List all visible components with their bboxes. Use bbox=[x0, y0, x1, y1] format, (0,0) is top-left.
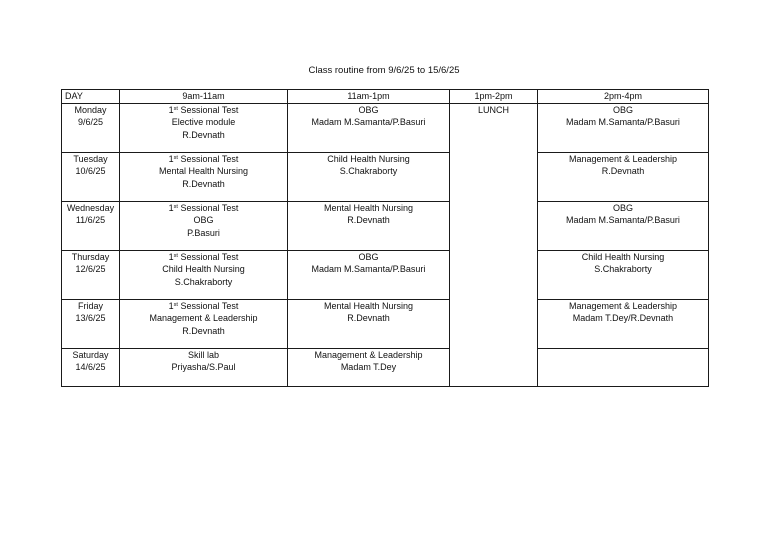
slot-9am-11am bbox=[120, 300, 288, 349]
slot-2pm-4pm bbox=[538, 104, 709, 153]
teacher: Madam T.Dey bbox=[340, 362, 397, 373]
subject: OBG bbox=[193, 215, 214, 226]
slot-2pm-4pm bbox=[538, 251, 709, 300]
table-row bbox=[62, 202, 709, 251]
teacher: Madam M.Samanta/P.Basuri bbox=[566, 215, 680, 226]
day-name: Tuesday bbox=[73, 154, 108, 164]
slot-9am-11am bbox=[120, 153, 288, 202]
slot-11am-1pm bbox=[288, 251, 450, 300]
subject: Child Health Nursing bbox=[162, 264, 245, 275]
session-label: 1st Sessional Test bbox=[168, 105, 239, 115]
session-label: 1st Sessional Test bbox=[168, 203, 239, 213]
routine-title: Class routine from 9/6/25 to 15/6/25 bbox=[308, 65, 460, 76]
day-name: Saturday bbox=[72, 350, 109, 360]
routine-table bbox=[61, 89, 709, 387]
table-row bbox=[62, 104, 709, 153]
teacher: R.Devnath bbox=[347, 215, 390, 226]
subject: Mental Health Nursing bbox=[158, 166, 249, 177]
session-label: 1st Sessional Test bbox=[168, 154, 239, 164]
teacher: R.Devnath bbox=[182, 325, 225, 336]
slot-11am-1pm bbox=[288, 300, 450, 349]
teacher: Priyasha/S.Paul bbox=[171, 362, 236, 373]
slot-9am-11am bbox=[120, 202, 288, 251]
teacher: Madam M.Samanta/P.Basuri bbox=[311, 264, 426, 275]
table-row bbox=[62, 153, 709, 202]
table-row bbox=[62, 251, 709, 300]
slot-9am-11am bbox=[120, 104, 288, 153]
subject: OBG bbox=[612, 203, 633, 213]
day-name: Thursday bbox=[71, 252, 110, 262]
slot-2pm-4pm bbox=[538, 202, 709, 251]
slot-11am-1pm bbox=[288, 153, 450, 202]
header-slot-11am-1pm: 11am-1pm bbox=[288, 90, 450, 104]
table-row bbox=[62, 300, 709, 349]
slot-11am-1pm bbox=[288, 104, 450, 153]
slot-2pm-4pm bbox=[538, 300, 709, 349]
day-cell bbox=[62, 300, 120, 349]
header-slot-9am-11am: 9am-11am bbox=[120, 90, 288, 104]
teacher: S.Chakraborty bbox=[339, 166, 398, 177]
header-slot-2pm-4pm: 2pm-4pm bbox=[538, 90, 709, 104]
subject: Child Health Nursing bbox=[581, 252, 665, 262]
teacher: R.Devnath bbox=[347, 313, 390, 324]
teacher: R.Devnath bbox=[182, 178, 225, 189]
subject: Skill lab bbox=[187, 350, 219, 360]
slot-2pm-4pm bbox=[538, 349, 709, 387]
day-date: 12/6/25 bbox=[75, 264, 106, 275]
teacher: Madam T.Dey/R.Devnath bbox=[572, 313, 674, 324]
slot-11am-1pm bbox=[288, 349, 450, 387]
day-date: 9/6/25 bbox=[77, 117, 104, 128]
subject: OBG bbox=[612, 105, 633, 115]
teacher: R.Devnath bbox=[182, 129, 225, 140]
teacher: R.Devnath bbox=[601, 166, 645, 177]
subject: OBG bbox=[358, 105, 379, 115]
teacher: P.Basuri bbox=[187, 227, 220, 238]
header-day: DAY bbox=[62, 90, 120, 104]
day-cell bbox=[62, 104, 120, 153]
day-name: Wednesday bbox=[66, 203, 115, 213]
header-slot-1pm-2pm: 1pm-2pm bbox=[450, 90, 538, 104]
subject: Mental Health Nursing bbox=[323, 301, 414, 311]
teacher: Madam M.Samanta/P.Basuri bbox=[566, 117, 680, 128]
teacher: S.Chakraborty bbox=[594, 264, 652, 275]
day-date: 13/6/25 bbox=[75, 313, 106, 324]
subject: Management & Leadership bbox=[149, 313, 258, 324]
subject: Management & Leadership bbox=[314, 350, 423, 360]
subject: Child Health Nursing bbox=[327, 154, 410, 164]
header-row bbox=[62, 90, 709, 104]
day-cell bbox=[62, 349, 120, 387]
table-row bbox=[62, 349, 709, 387]
day-cell bbox=[62, 202, 120, 251]
slot-9am-11am bbox=[120, 349, 288, 387]
day-name: Friday bbox=[77, 301, 103, 311]
slot-2pm-4pm bbox=[538, 153, 709, 202]
day-cell bbox=[62, 251, 120, 300]
teacher: Madam M.Samanta/P.Basuri bbox=[311, 117, 426, 128]
lunch-cell: LUNCH bbox=[450, 104, 538, 387]
session-label: 1st Sessional Test bbox=[168, 252, 239, 262]
session-label: 1st Sessional Test bbox=[168, 301, 239, 311]
day-date: 10/6/25 bbox=[75, 166, 106, 177]
subject: Management & Leadership bbox=[568, 154, 678, 164]
subject: Management & Leadership bbox=[568, 301, 678, 311]
slot-11am-1pm bbox=[288, 202, 450, 251]
day-cell bbox=[62, 153, 120, 202]
subject: Elective module bbox=[171, 117, 236, 128]
subject: OBG bbox=[358, 252, 379, 262]
day-date: 14/6/25 bbox=[75, 362, 106, 373]
teacher: S.Chakraborty bbox=[174, 276, 233, 287]
slot-9am-11am bbox=[120, 251, 288, 300]
subject: Mental Health Nursing bbox=[323, 203, 414, 213]
day-name: Monday bbox=[74, 105, 107, 115]
day-date: 11/6/25 bbox=[75, 215, 106, 226]
